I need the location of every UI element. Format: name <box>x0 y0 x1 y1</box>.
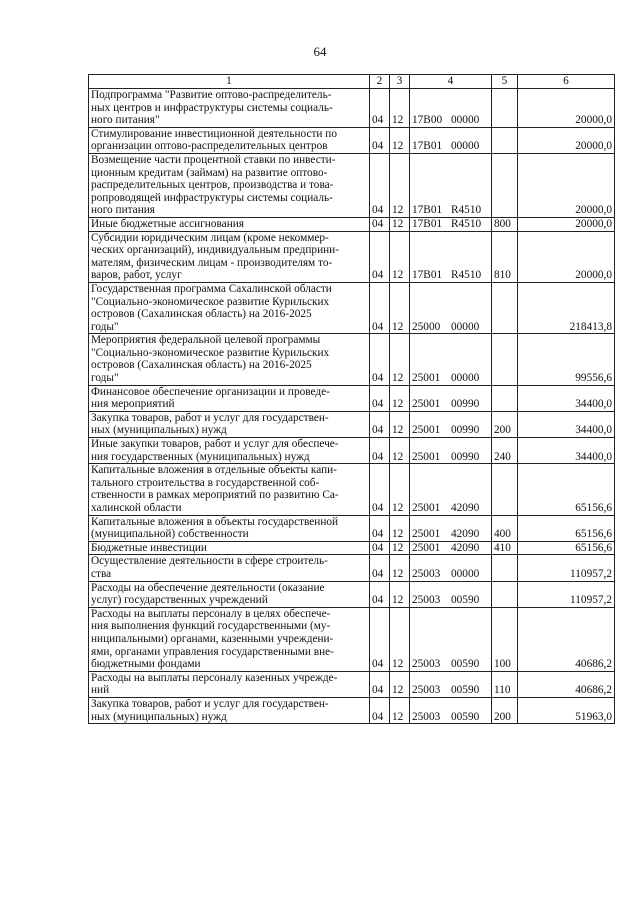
row-amount: 20000,0 <box>518 153 615 217</box>
row-expense-type <box>492 555 518 581</box>
row-expense-type <box>492 385 518 411</box>
row-code-section: 04 <box>370 89 390 128</box>
target-article-direction: 00990 <box>451 398 480 411</box>
row-expense-type <box>492 464 518 515</box>
row-expense-type: 200 <box>492 697 518 723</box>
row-target-article <box>410 541 492 555</box>
row-code-section: 04 <box>370 438 390 464</box>
row-code-section: 04 <box>370 515 390 541</box>
row-code-section: 04 <box>370 282 390 333</box>
target-article-direction: 42090 <box>451 502 480 514</box>
target-article-direction: R4510 <box>451 204 482 217</box>
row-amount: 65156,6 <box>518 541 615 555</box>
row-amount: 20000,0 <box>518 217 615 231</box>
row-code-subsection: 12 <box>390 671 410 697</box>
page-number: 64 <box>313 44 327 59</box>
target-article-program: 25001 <box>412 424 441 437</box>
row-code-section: 04 <box>370 231 390 282</box>
row-code-subsection: 12 <box>390 607 410 671</box>
row-amount: 20000,0 <box>518 127 615 153</box>
header-col-1: 1 <box>89 75 370 89</box>
target-article-direction: 00000 <box>451 567 480 580</box>
row-code-subsection: 12 <box>390 464 410 515</box>
table-row <box>89 464 615 515</box>
row-code-subsection: 12 <box>390 438 410 464</box>
row-expense-type: 110 <box>492 671 518 697</box>
table-row <box>89 153 615 217</box>
row-code-section: 04 <box>370 671 390 697</box>
table-row <box>89 282 615 333</box>
target-article-program: 17В01 <box>412 140 443 153</box>
row-code-section: 04 <box>370 153 390 217</box>
header-col-2: 2 <box>370 75 390 89</box>
row-expense-type <box>492 89 518 128</box>
row-target-article <box>410 515 492 541</box>
row-code-section: 04 <box>370 697 390 723</box>
row-code-subsection: 12 <box>390 541 410 555</box>
row-name: Иные закупки товаров, работ и услуг для обеспече- ния государственных (муниципальных) нужд <box>89 438 370 464</box>
row-name: Капитальные вложения в отдельные объекты капи- тального строительства в государственной соб- ственности в рамках мероприятий по развитию Са- халинской области <box>89 464 370 515</box>
row-expense-type: 400 <box>492 515 518 541</box>
row-name: Мероприятия федеральной целевой программы "Социально-экономическое развитие Курильских островов (Сахалинская область) на 2016-2025 годы" <box>89 334 370 385</box>
row-target-article <box>410 671 492 697</box>
target-article-program: 25003 <box>412 658 441 671</box>
row-target-article <box>410 231 492 282</box>
table-row <box>89 411 615 437</box>
row-target-article <box>410 411 492 437</box>
row-target-article <box>410 127 492 153</box>
row-target-article <box>410 438 492 464</box>
table-row <box>89 515 615 541</box>
target-article-direction: 42090 <box>451 541 480 554</box>
target-article-direction: 00990 <box>451 450 480 463</box>
row-name: Бюджетные инвестиции <box>89 541 370 555</box>
row-expense-type: 810 <box>492 231 518 282</box>
row-code-subsection: 12 <box>390 385 410 411</box>
target-article-program: 25003 <box>412 594 441 607</box>
table-row <box>89 217 615 231</box>
row-amount: 65156,6 <box>518 515 615 541</box>
target-article-direction: 00590 <box>451 594 480 607</box>
row-code-section: 04 <box>370 555 390 581</box>
target-article-direction: R4510 <box>451 269 482 282</box>
table-row <box>89 581 615 607</box>
row-target-article <box>410 89 492 128</box>
row-name: Расходы на выплаты персоналу в целях обеспече- ния выполнения функций государственными (му- ниципальными) органами, казенными учреждени- ями, органами управления государственными вне- бюджетными фондами <box>89 607 370 671</box>
budget-table <box>88 74 615 724</box>
table-row <box>89 89 615 128</box>
row-target-article <box>410 697 492 723</box>
row-amount: 20000,0 <box>518 89 615 128</box>
row-amount: 40686,2 <box>518 671 615 697</box>
row-amount: 218413,8 <box>518 282 615 333</box>
table-row <box>89 671 615 697</box>
target-article-direction: R4510 <box>451 217 482 230</box>
row-code-subsection: 12 <box>390 217 410 231</box>
row-name: Подпрограмма "Развитие оптово-распределитель- ных центров и инфраструктуры системы социаль- ного питания" <box>89 89 370 128</box>
target-article-program: 25001 <box>412 541 441 554</box>
row-expense-type: 100 <box>492 607 518 671</box>
table-row <box>89 385 615 411</box>
target-article-program: 25001 <box>412 398 441 411</box>
table-row <box>89 438 615 464</box>
table-row <box>89 697 615 723</box>
target-article-direction: 00990 <box>451 424 480 437</box>
row-amount: 110957,2 <box>518 555 615 581</box>
row-expense-type <box>492 153 518 217</box>
target-article-direction: 00590 <box>451 710 480 723</box>
table-header-row <box>89 75 615 89</box>
row-name: Иные бюджетные ассигнования <box>89 217 370 231</box>
target-article-direction: 00590 <box>451 658 480 671</box>
row-expense-type: 800 <box>492 217 518 231</box>
row-code-subsection: 12 <box>390 515 410 541</box>
row-amount: 65156,6 <box>518 464 615 515</box>
row-code-section: 04 <box>370 581 390 607</box>
target-article-direction: 00000 <box>451 320 480 333</box>
target-article-program: 25001 <box>412 450 441 463</box>
target-article-program: 25003 <box>412 684 441 697</box>
row-name: Расходы на выплаты персоналу казенных учрежде- ний <box>89 671 370 697</box>
row-code-subsection: 12 <box>390 334 410 385</box>
table-row <box>89 541 615 555</box>
row-expense-type: 410 <box>492 541 518 555</box>
target-article-program: 25001 <box>412 528 441 541</box>
row-name: Капитальные вложения в объекты государственной (муниципальной) собственности <box>89 515 370 541</box>
header-col-6: 6 <box>518 75 615 89</box>
target-article-program: 25001 <box>412 372 441 385</box>
table-row <box>89 334 615 385</box>
row-name: Расходы на обеспечение деятельности (оказание услуг) государственных учреждений <box>89 581 370 607</box>
table-row <box>89 231 615 282</box>
row-code-subsection: 12 <box>390 127 410 153</box>
target-article-program: 17В00 <box>412 114 443 127</box>
row-name: Осуществление деятельности в сфере строитель- ства <box>89 555 370 581</box>
row-code-section: 04 <box>370 127 390 153</box>
row-code-subsection: 12 <box>390 282 410 333</box>
row-expense-type <box>492 282 518 333</box>
table-row <box>89 607 615 671</box>
row-target-article <box>410 153 492 217</box>
row-name: Возмещение части процентной ставки по инвести- ционным кредитам (займам) на развитие оптово- распределительных центров, производства и това- ропроводящей инфраструктуры системы социаль- ного питания <box>89 153 370 217</box>
target-article-program: 25000 <box>412 320 441 333</box>
row-code-section: 04 <box>370 464 390 515</box>
budget-table-body <box>89 75 615 724</box>
header-col-4: 4 <box>410 75 492 89</box>
row-name: Государственная программа Сахалинской области "Социально-экономическое развитие Курильских островов (Сахалинская область) на 2016-2025 годы" <box>89 282 370 333</box>
target-article-program: 25003 <box>412 567 441 580</box>
row-amount: 34400,0 <box>518 438 615 464</box>
row-code-subsection: 12 <box>390 581 410 607</box>
row-target-article <box>410 464 492 515</box>
row-amount: 40686,2 <box>518 607 615 671</box>
header-col-3: 3 <box>390 75 410 89</box>
row-target-article <box>410 581 492 607</box>
row-expense-type <box>492 127 518 153</box>
target-article-program: 17В01 <box>412 217 443 230</box>
row-code-subsection: 12 <box>390 231 410 282</box>
target-article-program: 17В01 <box>412 204 443 217</box>
row-code-subsection: 12 <box>390 153 410 217</box>
row-target-article <box>410 217 492 231</box>
target-article-direction: 42090 <box>451 528 480 541</box>
row-name: Закупка товаров, работ и услуг для государствен- ных (муниципальных) нужд <box>89 411 370 437</box>
row-expense-type: 200 <box>492 411 518 437</box>
row-code-subsection: 12 <box>390 89 410 128</box>
row-amount: 110957,2 <box>518 581 615 607</box>
row-code-section: 04 <box>370 385 390 411</box>
target-article-program: 25003 <box>412 710 441 723</box>
row-code-subsection: 12 <box>390 411 410 437</box>
row-expense-type <box>492 581 518 607</box>
row-amount: 34400,0 <box>518 385 615 411</box>
row-name: Закупка товаров, работ и услуг для государствен- ных (муниципальных) нужд <box>89 697 370 723</box>
header-col-5: 5 <box>492 75 518 89</box>
row-name: Субсидии юридическим лицам (кроме некоммер- ческих организаций), индивидуальным предприни- мателям, физическим лицам - производителям то- варов, работ, услуг <box>89 231 370 282</box>
target-article-direction: 00000 <box>451 114 480 127</box>
table-row <box>89 127 615 153</box>
row-expense-type: 240 <box>492 438 518 464</box>
row-amount: 34400,0 <box>518 411 615 437</box>
row-code-subsection: 12 <box>390 697 410 723</box>
row-target-article <box>410 607 492 671</box>
row-target-article <box>410 334 492 385</box>
row-code-section: 04 <box>370 411 390 437</box>
table-row <box>89 555 615 581</box>
row-target-article <box>410 555 492 581</box>
target-article-program: 17В01 <box>412 269 443 282</box>
row-amount: 20000,0 <box>518 231 615 282</box>
row-target-article <box>410 385 492 411</box>
row-code-subsection: 12 <box>390 555 410 581</box>
row-amount: 51963,0 <box>518 697 615 723</box>
row-expense-type <box>492 334 518 385</box>
row-amount: 99556,6 <box>518 334 615 385</box>
row-name: Стимулирование инвестиционной деятельности по организации оптово-распределительных центров <box>89 127 370 153</box>
target-article-direction: 00590 <box>451 684 480 697</box>
row-code-section: 04 <box>370 607 390 671</box>
row-code-section: 04 <box>370 334 390 385</box>
target-article-program: 25001 <box>412 502 441 514</box>
target-article-direction: 00000 <box>451 140 480 153</box>
row-code-section: 04 <box>370 217 390 231</box>
row-code-section: 04 <box>370 541 390 555</box>
row-target-article <box>410 282 492 333</box>
row-name: Финансовое обеспечение организации и проведе- ния мероприятий <box>89 385 370 411</box>
target-article-direction: 00000 <box>451 372 480 385</box>
